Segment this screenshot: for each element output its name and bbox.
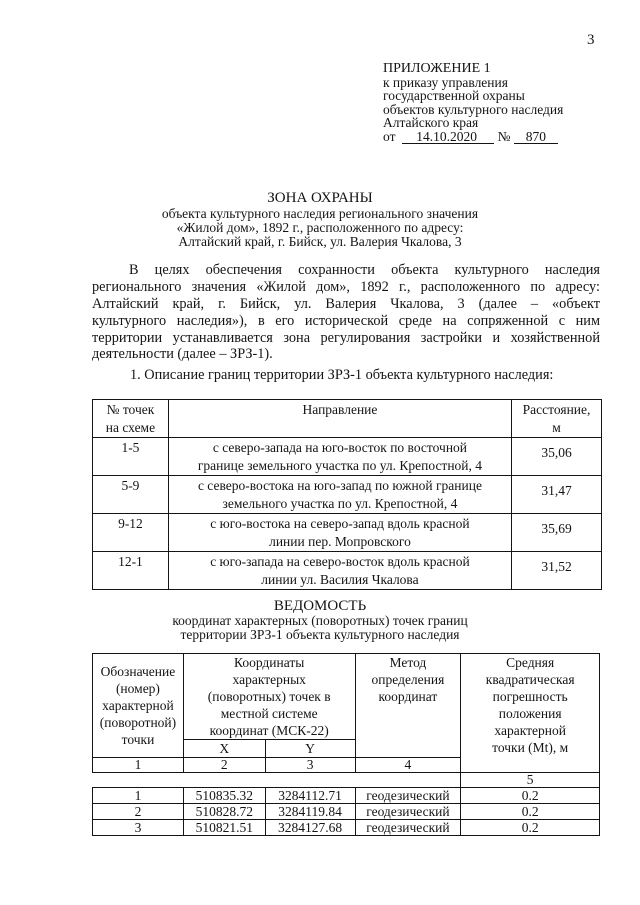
appendix-line: объектов культурного наследия bbox=[383, 101, 564, 117]
cell-error: 0.2 bbox=[461, 788, 600, 804]
zone-subtitle bbox=[0, 207, 640, 248]
cell-point: 1 bbox=[93, 788, 184, 804]
zone-subtitle-line: объекта культурного наследия регионального значения bbox=[161, 206, 479, 221]
boundary-table bbox=[92, 399, 602, 590]
statement-title: ВЕДОМОСТЬ bbox=[273, 598, 367, 614]
cell-method: геодезический bbox=[355, 820, 461, 836]
cell-distance: 35,06 bbox=[512, 438, 602, 476]
appendix-line: Алтайского края bbox=[383, 115, 479, 130]
table-row bbox=[93, 438, 602, 476]
table-header-row bbox=[93, 400, 602, 438]
column-number: 5 bbox=[461, 773, 600, 788]
table-header-row bbox=[93, 654, 600, 740]
zone-title: ЗОНА ОХРАНЫ bbox=[267, 190, 373, 206]
zone-subtitle-line: «Жилой дом», 1892 г., расположенного по адресу: bbox=[176, 219, 464, 235]
cell-error: 0.2 bbox=[461, 804, 600, 820]
header-x: X bbox=[183, 740, 265, 758]
cell-distance: 31,52 bbox=[512, 552, 602, 590]
cell-point: 3 bbox=[93, 820, 184, 836]
cell-points: 5-9 bbox=[93, 476, 169, 514]
cell-method: геодезический bbox=[355, 788, 461, 804]
cell-error: 0.2 bbox=[461, 820, 600, 836]
column-number: 2 bbox=[183, 758, 265, 773]
appendix-line: государственной охраны bbox=[383, 88, 525, 103]
table-row bbox=[93, 820, 600, 836]
cell-y: 3284119.84 bbox=[265, 804, 355, 820]
intro-paragraph bbox=[92, 262, 600, 363]
table-row bbox=[93, 552, 602, 590]
cell-direction: с северо-востока на юго-запад по южной границе земельного участка по ул. Крепостной, 4 bbox=[168, 476, 511, 514]
paragraph-line: деятельности (далее – ЗРЗ-1). bbox=[92, 346, 273, 363]
cell-distance: 31,47 bbox=[512, 476, 602, 514]
cell-y: 3284112.71 bbox=[265, 788, 355, 804]
header-y: Y bbox=[265, 740, 355, 758]
cell-direction: с северо-запада на юго-восток по восточной границе земельного участка по ул. Крепостной, 4 bbox=[168, 438, 511, 476]
paragraph-line: территории устанавливается зона регулирования застройки и хозяйственной bbox=[92, 329, 600, 346]
order-number: 870 bbox=[514, 131, 558, 144]
cell-point: 2 bbox=[93, 804, 184, 820]
paragraph-line: Алтайский край, г. Бийск, ул. Валерия Чкалова, 3 (далее – «объект bbox=[92, 295, 600, 312]
cell-points: 1-5 bbox=[93, 438, 169, 476]
cell-direction: с юго-востока на северо-запад вдоль красной линии пер. Мопровского bbox=[168, 514, 511, 552]
coordinates-table bbox=[92, 653, 600, 836]
table-row bbox=[93, 788, 600, 804]
header-distance: Расстояние, м bbox=[512, 400, 602, 438]
table-row bbox=[93, 514, 602, 552]
column-number: 3 bbox=[265, 758, 355, 773]
statement-subtitle bbox=[0, 614, 640, 642]
cell-x: 510835.32 bbox=[183, 788, 265, 804]
cell-points: 12-1 bbox=[93, 552, 169, 590]
cell-method: геодезический bbox=[355, 804, 461, 820]
appendix-block bbox=[383, 62, 563, 144]
order-number-label: № bbox=[497, 128, 511, 144]
spacer bbox=[93, 773, 461, 788]
page-number: 3 bbox=[587, 32, 595, 48]
section-1-text: 1. Описание границ территории ЗРЗ-1 объекта культурного наследия: bbox=[130, 367, 554, 383]
header-method: Метод определения координат bbox=[355, 654, 461, 758]
statement-subtitle-line: координат характерных (поворотных) точек границ bbox=[172, 613, 468, 628]
table-row bbox=[93, 804, 600, 820]
paragraph-line: регионального значения «Жилой дом», 1892 г., расположенного по адресу: bbox=[92, 278, 600, 295]
paragraph-line: культурного наследия»), в его исторической среде на сопряженной с ним bbox=[92, 312, 600, 329]
header-points: № точек на схеме bbox=[93, 400, 169, 438]
order-from-label: от bbox=[383, 128, 396, 144]
order-line bbox=[383, 130, 563, 144]
header-point: Обозначение (номер) характерной (поворотной) точки bbox=[93, 654, 184, 758]
header-coordinates: Координаты характерных (поворотных) точек в местной системе координат (МСК-22) bbox=[183, 654, 355, 740]
column-number: 1 bbox=[93, 758, 184, 773]
column-number: 4 bbox=[355, 758, 461, 773]
cell-direction: с юго-запада на северо-восток вдоль красной линии ул. Василия Чкалова bbox=[168, 552, 511, 590]
table-row bbox=[93, 476, 602, 514]
appendix-title: ПРИЛОЖЕНИЕ 1 bbox=[383, 61, 491, 76]
order-date: 14.10.2020 bbox=[402, 131, 494, 144]
cell-x: 510828.72 bbox=[183, 804, 265, 820]
cell-y: 3284127.68 bbox=[265, 820, 355, 836]
header-direction: Направление bbox=[168, 400, 511, 438]
cell-points: 9-12 bbox=[93, 514, 169, 552]
appendix-line: к приказу управления bbox=[383, 74, 508, 90]
zone-subtitle-line: Алтайский край, г. Бийск, ул. Валерия Чкалова, 3 bbox=[178, 233, 462, 249]
cell-distance: 35,69 bbox=[512, 514, 602, 552]
statement-subtitle-line: территории ЗРЗ-1 объекта культурного наследия bbox=[180, 626, 460, 642]
paragraph-line: В целях обеспечения сохранности объекта культурного наследия bbox=[129, 262, 600, 278]
cell-x: 510821.51 bbox=[183, 820, 265, 836]
column-number-row bbox=[93, 773, 600, 788]
header-error: Средняя квадратическая погрешность положения характерной точки (Mt), м bbox=[461, 654, 600, 773]
